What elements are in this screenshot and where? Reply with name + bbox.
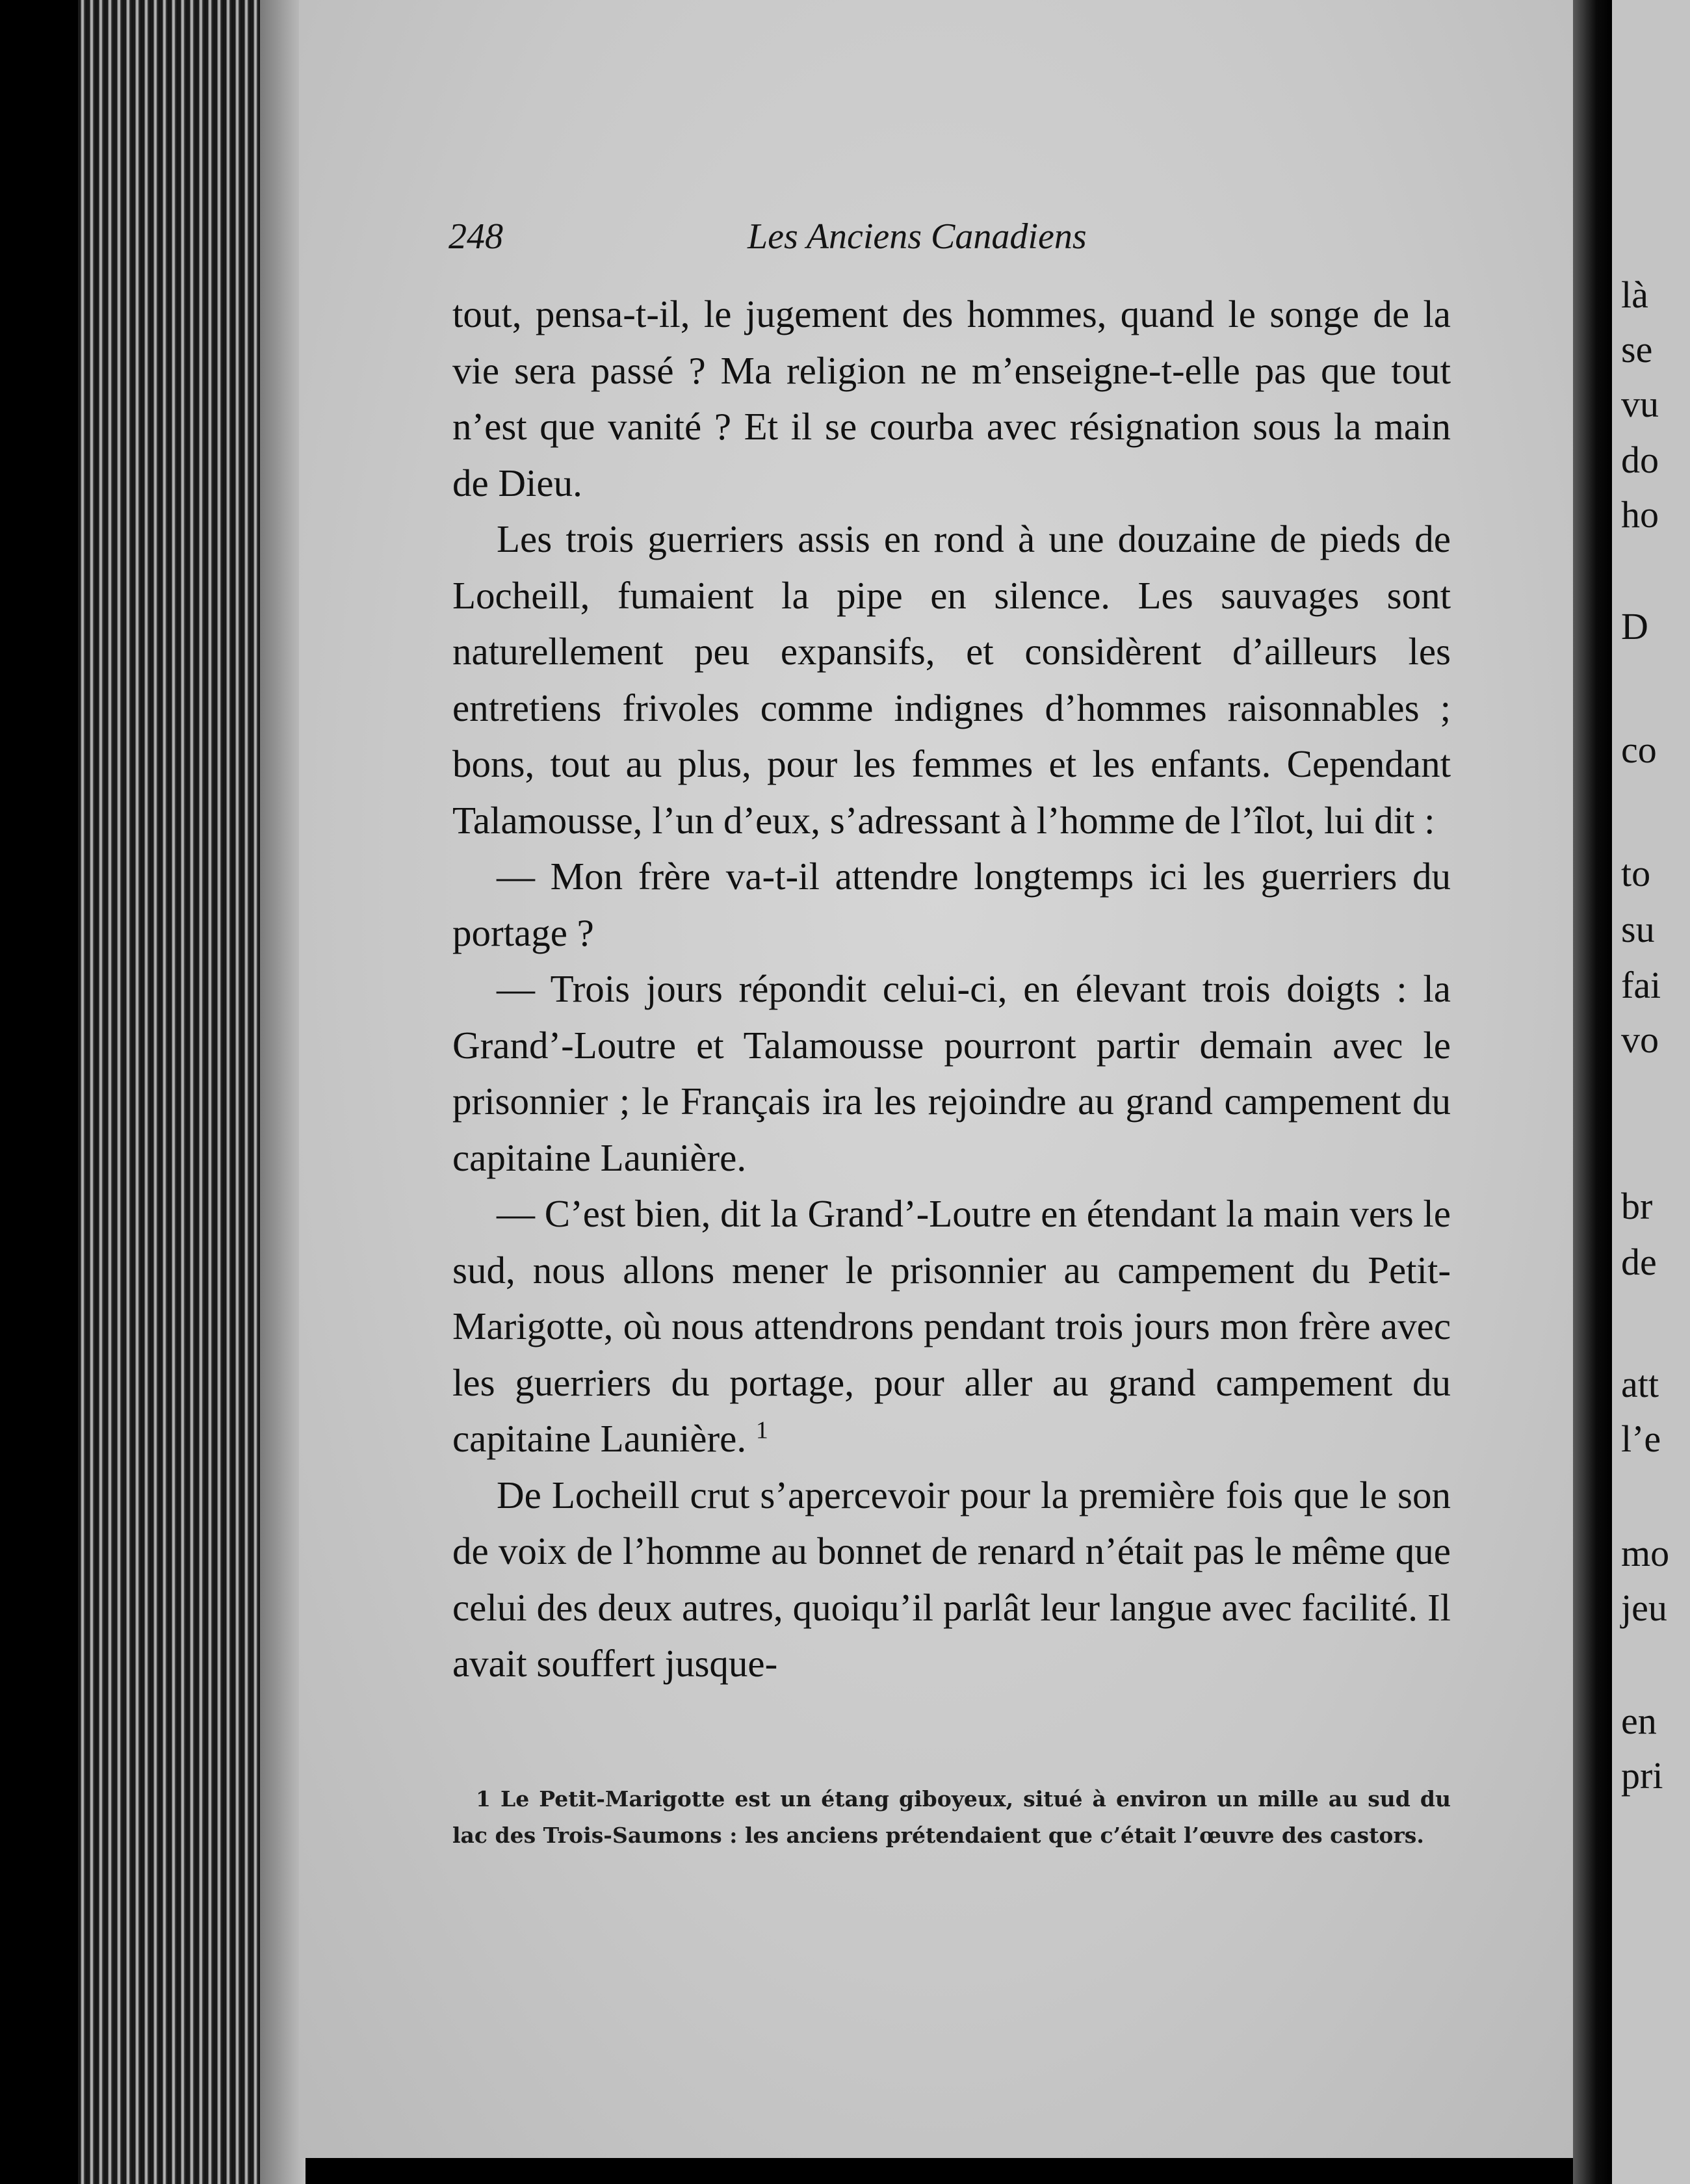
- paragraph: — Trois jours répondit celui-ci, en élevant trois doigts : la Grand’-Loutre et Talamousse pourront partir demain avec le prisonnier ; le Français ira les rejoindre au grand campement du capitaine Launière.: [452, 967, 1451, 1179]
- book-gutter: [1573, 0, 1612, 2184]
- footnote-reference: 1: [755, 1416, 768, 1444]
- text-fragment: de: [1621, 1241, 1657, 1283]
- facing-page-edge: [1612, 0, 1690, 2184]
- text-fragment: co: [1621, 729, 1657, 771]
- text-fragment: l’e: [1621, 1418, 1661, 1460]
- text-fragment: pri: [1621, 1754, 1663, 1797]
- text-fragment: su: [1621, 908, 1655, 950]
- book-page: [299, 0, 1573, 2158]
- paragraph: — Mon frère va-t-il attendre longtemps ici les guerriers du portage ?: [452, 855, 1451, 954]
- text-fragment: fai: [1621, 964, 1661, 1006]
- running-title: Les Anciens Canadiens: [748, 216, 1087, 257]
- text-fragment: en: [1621, 1700, 1657, 1742]
- text-fragment: se: [1621, 328, 1653, 370]
- text-fragment: jeu: [1621, 1587, 1667, 1629]
- body-text: [452, 286, 1451, 1692]
- text-fragment: att: [1621, 1363, 1659, 1405]
- running-header: [448, 208, 1436, 266]
- text-fragment: vu: [1621, 383, 1659, 425]
- page-edges: [78, 0, 306, 2184]
- footnote: 1 Le Petit-Marigotte est un étang giboyeux, situé à environ un mille au sud du lac des Trois-Saumons : les anciens prétendaient que c’était l’œuvre des castors.: [452, 1786, 1451, 1848]
- page-number: 248: [448, 216, 503, 257]
- paragraph: tout, pensa-t-il, le jugement des hommes, quand le songe de la vie sera passé ? Ma religion ne m’enseigne-t-elle pas que tout n’est que vanité ? Et il se courba avec résignation sous la main de Dieu.: [452, 292, 1451, 504]
- text-fragment: br: [1621, 1185, 1653, 1227]
- paragraph: [452, 1186, 1451, 1467]
- paragraph: De Locheill crut s’apercevoir pour la première fois que le son de voix de l’homme au bonnet de renard n’était pas le même que celui des deux autres, quoiqu’il parlât leur langue avec facilité. Il avait souffert jusque-: [452, 1473, 1451, 1685]
- text-fragment: ho: [1621, 493, 1659, 536]
- paragraph: Les trois guerriers assis en rond à une douzaine de pieds de Locheill, fumaient la pipe en silence. Les sauvages sont naturellement peu expansifs, et considèrent d’ailleurs les entretiens frivoles comme indignes d’hommes raisonnables ; bons, tout au plus, pour les femmes et les enfants. Cependant Talamousse, l’un d’eux, s’adressant à l’homme de l’îlot, lui dit :: [452, 517, 1451, 842]
- text-fragment: to: [1621, 852, 1651, 894]
- text-fragment: do: [1621, 439, 1659, 481]
- text-fragment: D: [1621, 605, 1648, 647]
- text-fragment: là: [1621, 274, 1648, 316]
- text-fragment: vo: [1621, 1019, 1659, 1061]
- paragraph-text: — C’est bien, dit la Grand’-Loutre en étendant la main vers le sud, nous allons mener le prisonnier au campement du Petit-Marigotte, où nous attendrons pendant trois jours mon frère avec les guerriers du portage, pour aller au grand campement du capitaine Launière.: [452, 1192, 1451, 1460]
- text-fragment: mo: [1621, 1532, 1670, 1574]
